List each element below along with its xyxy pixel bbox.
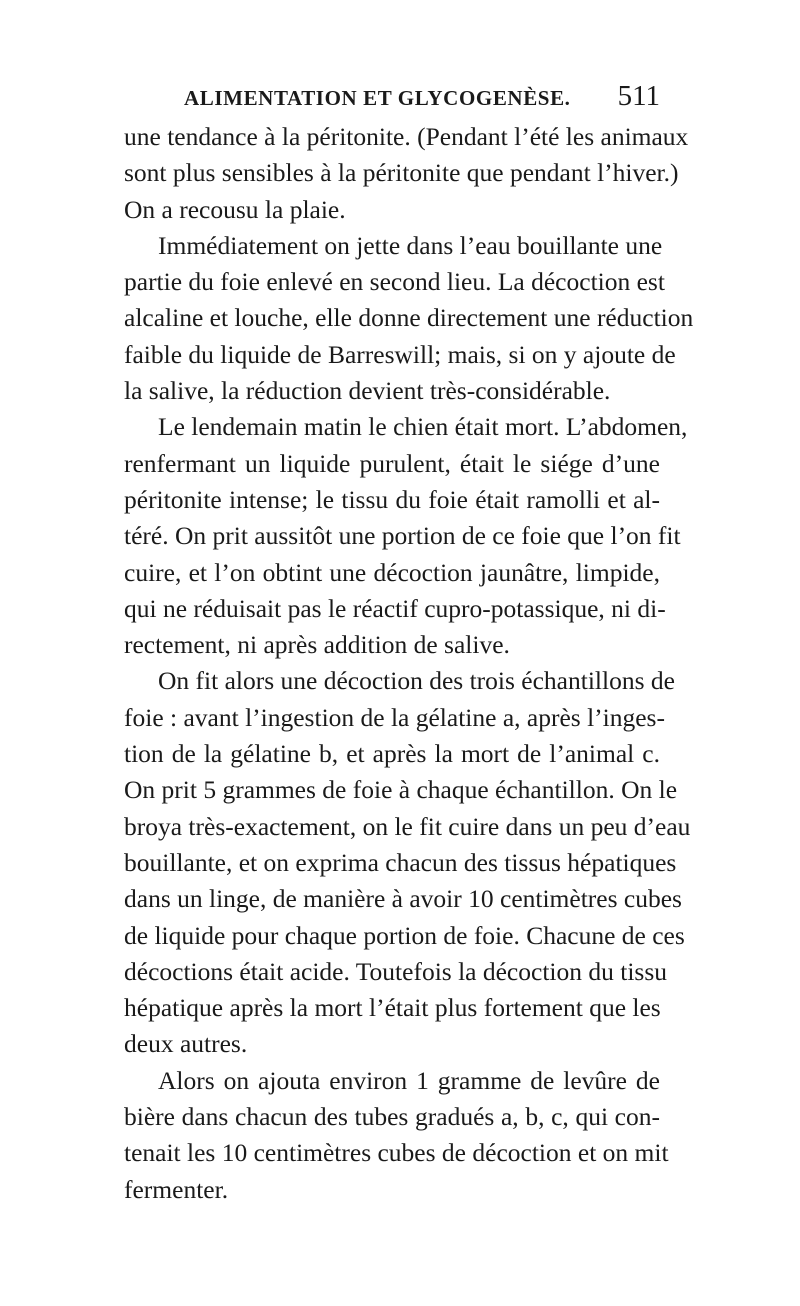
text-line: Immédiatement on jette dans l’eau bouillante une <box>158 230 663 260</box>
text-line: péritonite intense; le tissu du foie était ramolli et al- <box>124 484 660 514</box>
text-line: bouillante, et on exprima chacun des tissus hépatiques <box>124 847 677 877</box>
text-line: On a recousu la plaie. <box>124 194 346 224</box>
text-line: téré. On prit aussitôt une portion de ce foie que l’on fit <box>124 521 681 551</box>
text-line: On prit 5 grammes de foie à chaque échantillon. On le <box>124 775 678 805</box>
text-line: renfermant un liquide purulent, était le siége d’une <box>124 448 660 478</box>
page-number: 511 <box>617 80 660 112</box>
text-line: la salive, la réduction devient très-considérable. <box>124 376 611 406</box>
text-line: On fit alors une décoction des trois échantillons de <box>158 666 675 696</box>
text-line: deux autres. <box>124 1029 248 1059</box>
text-line: tenait les 10 centimètres cubes de décoction et on mit <box>124 1138 669 1168</box>
text-line: rectement, ni après addition de salive. <box>124 630 510 660</box>
text-line: bière dans chacun des tubes gradués a, b, c, qui con- <box>124 1102 660 1132</box>
text-line: alcaline et louche, elle donne directement une réduction <box>124 303 694 333</box>
text-line: faible du liquide de Barreswill; mais, si on y ajoute de <box>124 339 676 369</box>
text-line: de liquide pour chaque portion de foie. Chacune de ces <box>124 920 685 950</box>
text-line: décoctions était acide. Toutefois la décoction du tissu <box>124 956 668 986</box>
text-line: Alors on ajouta environ 1 gramme de levûre de <box>158 1065 660 1095</box>
text-line: fermenter. <box>124 1174 229 1204</box>
running-title: ALIMENTATION ET GLYCOGENÈSE. <box>184 86 571 110</box>
text-line: cuire, et l’on obtint une décoction jaunâtre, limpide, <box>124 557 660 587</box>
text-line: Le lendemain matin le chien était mort. L’abdomen, <box>158 412 688 442</box>
text-line: qui ne réduisait pas le réactif cupro-potassique, ni di- <box>124 593 666 623</box>
text-line: partie du foie enlevé en second lieu. La décoction est <box>124 267 665 297</box>
text-line: sont plus sensibles à la péritonite que pendant l’hiver.) <box>124 158 679 188</box>
text-line: une tendance à la péritonite. (Pendant l’été les animaux <box>124 122 689 151</box>
body-text <box>124 119 694 1208</box>
text-line: hépatique après la mort l’était plus fortement que les <box>124 993 661 1023</box>
text-line: dans un linge, de manière à avoir 10 centimètres cubes <box>124 884 682 914</box>
text-line: foie : avant l’ingestion de la gélatine a, après l’inges- <box>124 702 665 732</box>
running-head <box>184 80 660 116</box>
text-line: broya très-exactement, on le fit cuire dans un peu d’eau <box>124 811 691 841</box>
text-line: tion de la gélatine b, et après la mort de l’animal c. <box>124 739 660 769</box>
